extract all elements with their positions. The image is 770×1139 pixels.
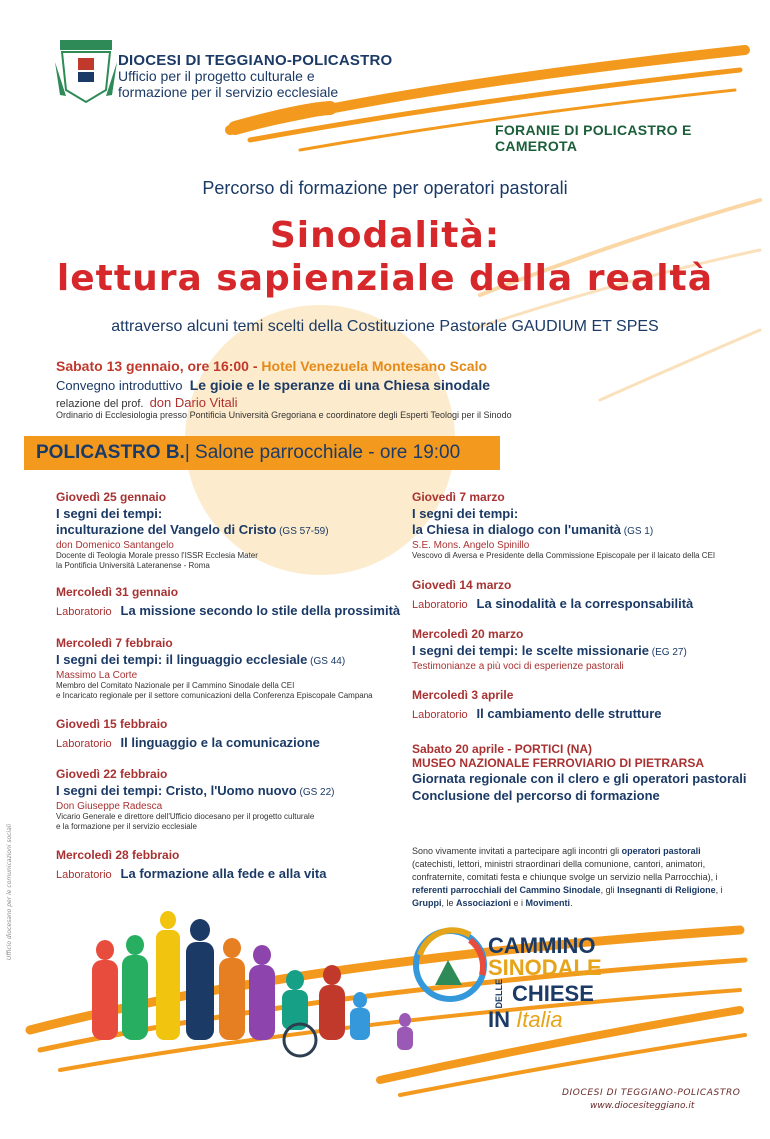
lab-title: La formazione alla fede e alla vita: [120, 866, 327, 881]
logo-cammino: CAMMINO: [488, 933, 596, 958]
gs-reference: (GS 57-59): [276, 526, 329, 537]
invite-text: , gli: [600, 885, 618, 895]
invite-bold: Gruppi: [412, 898, 442, 908]
event-title: I segni dei tempi: Cristo, l'Uomo nuovo: [56, 783, 297, 798]
cammino-sinodale-logo: [488, 935, 602, 1031]
main-title-line-1: Sinodalità:: [269, 215, 501, 256]
schedule-item: [412, 627, 687, 672]
invite-bold: Movimenti: [525, 898, 571, 908]
footer-diocese: DIOCESI DI TEGGIANO-POLICASTRO: [562, 1088, 741, 1098]
lab-title: Il linguaggio e la comunicazione: [120, 735, 320, 750]
main-subtitle: attraverso alcuni temi scelti della Costituzione Pastorale GAUDIUM ET SPES: [111, 318, 659, 335]
location-banner: [24, 436, 500, 470]
schedule-item: [56, 767, 335, 832]
event-date: Giovedì 22 febbraio: [56, 767, 168, 781]
event-title-2: inculturazione del Vangelo di Cristo: [56, 522, 277, 537]
event-date: Giovedì 15 febbraio: [56, 717, 168, 731]
event-date: Giovedì 25 gennaio: [56, 490, 167, 504]
banner-details: | Salone parrocchiale - ore 19:00: [184, 442, 461, 463]
event-speaker: Don Giuseppe Radesca: [56, 801, 163, 812]
logo-sinodale: SINODALE: [488, 955, 602, 980]
office-line-1: Ufficio per il progetto culturale e: [118, 68, 315, 84]
lab-label: Laboratorio: [56, 869, 112, 881]
event-title-2: la Chiesa in dialogo con l'umanità: [412, 522, 621, 537]
invite-text: (catechisti, lettori, ministri straordinari della comunione, cantori, animatori, confraternite, comitati festa e chiunque svolge un servizio nella Parrocchia), i: [412, 859, 718, 882]
event-speaker: S.E. Mons. Angelo Spinillo: [412, 540, 530, 551]
logo-chiese: CHIESE: [512, 980, 594, 1006]
invite-text: , i: [715, 885, 723, 895]
schedule-item: [56, 585, 400, 620]
speaker-desc: Vicario Generale e direttore dell'Ufficio diocesano per il progetto culturale: [56, 812, 315, 821]
opening-type: Convegno introduttivo: [56, 378, 183, 393]
event-title: I segni dei tempi: il linguaggio ecclesiale: [56, 652, 308, 667]
lab-title: Il cambiamento delle strutture: [476, 706, 662, 721]
office-name: [118, 68, 348, 100]
gs-reference: (GS 1): [620, 526, 654, 537]
opening-event-date: [56, 358, 487, 374]
speaker-name: don Dario Vitali: [149, 395, 238, 410]
banner-city: POLICASTRO B.: [36, 442, 185, 463]
people-silhouettes-illustration: [92, 911, 413, 1056]
speaker-prefix: relazione del prof.: [56, 398, 144, 410]
event-date: Sabato 20 aprile - PORTICI (NA): [412, 742, 593, 756]
opening-place: Hotel Venezuela Montesano Scalo: [261, 358, 488, 374]
schedule-item: [56, 848, 326, 883]
lab-label: Laboratorio: [56, 606, 112, 618]
gs-reference: (GS 22): [296, 787, 335, 798]
event-title: I segni dei tempi:: [412, 506, 519, 521]
schedule-item: [56, 490, 329, 571]
lab-title: La sinodalità e la corresponsabilità: [476, 596, 694, 611]
event-date: Mercoledì 28 febbraio: [56, 848, 180, 862]
schedule-item: [412, 578, 693, 613]
lab-label: Laboratorio: [412, 599, 468, 611]
event-date: Giovedì 14 marzo: [412, 578, 512, 592]
opening-event-role: Ordinario di Ecclesiologia presso Pontificia Università Gregoriana e coordinatore degli Esperti Teologi per il Sinodo: [56, 410, 512, 420]
schedule-item: [412, 742, 746, 804]
event-date: Mercoledì 20 marzo: [412, 627, 524, 641]
logo-delle: DELLE: [494, 979, 504, 1009]
schedule-item: [56, 717, 320, 752]
speaker-desc-2: e Incaricato regionale per il settore comunicazioni della Conferenza Episcopale Campana: [56, 691, 373, 700]
opening-date: Sabato 13 gennaio, ore 16:00 -: [56, 358, 262, 374]
invite-bold: operatori pastorali: [621, 846, 701, 856]
opening-title: Le gioie e le speranze di una Chiesa sinodale: [189, 377, 491, 393]
invite-text: Sono vivamente invitati a partecipare agli incontri gli: [412, 846, 622, 856]
lab-label: Laboratorio: [56, 738, 112, 750]
vertical-credit: Ufficio diocesano per le comunicazioni sociali: [6, 823, 13, 960]
event-title: I segni dei tempi:: [56, 506, 163, 521]
lab-label: Laboratorio: [412, 709, 468, 721]
event-date: Mercoledì 31 gennaio: [56, 585, 179, 599]
invite-text: .: [570, 898, 573, 908]
event-date: Giovedì 7 marzo: [412, 490, 505, 504]
invite-bold: Insegnanti di Religione: [617, 885, 716, 895]
schedule-item: [412, 688, 661, 723]
forania-label: FORANIE DI POLICASTRO E CAMEROTA: [495, 122, 692, 154]
speaker-desc-2: la Pontificia Università Lateranense - Roma: [56, 561, 210, 570]
invite-text: , le: [441, 898, 457, 908]
speaker-desc: Docente di Teologia Morale presso l'ISSR Ecclesia Mater: [56, 551, 258, 560]
event-title: I segni dei tempi: le scelte missionarie: [412, 643, 649, 658]
event-speaker: don Domenico Santangelo: [56, 540, 174, 551]
logo-in: IN: [488, 1006, 510, 1032]
event-title-2: Conclusione del percorso di formazione: [412, 788, 660, 803]
logo-italia: Italia: [516, 1006, 563, 1032]
event-date: Mercoledì 7 febbraio: [56, 636, 173, 650]
schedule-item: [412, 490, 715, 561]
footer-website-link[interactable]: www.diocesiteggiano.it: [590, 1101, 695, 1111]
program-heading: Percorso di formazione per operatori pastorali: [202, 178, 568, 198]
main-title-line-2: lettura sapienziale della realtà: [56, 258, 714, 299]
invite-bold: Associazioni: [456, 898, 512, 908]
invite-bold: referenti parrocchiali del Cammino Sinodale: [412, 885, 601, 895]
gs-reference: (GS 44): [307, 656, 346, 667]
event-date: Mercoledì 3 aprile: [412, 688, 514, 702]
invitation-text: [412, 845, 742, 910]
event-title: Giornata regionale con il clero e gli operatori pastorali: [412, 771, 747, 786]
invite-text: e i: [511, 898, 526, 908]
opening-event-speaker: [56, 395, 238, 410]
diocese-coat-of-arms: [55, 40, 117, 102]
speaker-desc-2: e la formazione per il servizio ecclesiale: [56, 822, 197, 831]
schedule-item: [56, 636, 373, 701]
lab-title: La missione secondo lo stile della prossimità: [120, 603, 401, 618]
office-line-2: formazione per il servizio ecclesiale: [118, 84, 339, 100]
diocese-title: DIOCESI DI TEGGIANO-POLICASTRO: [118, 52, 393, 69]
event-speaker: Massimo La Corte: [56, 670, 138, 681]
speaker-desc: Membro del Comitato Nazionale per il Cammino Sinodale della CEI: [56, 681, 295, 690]
event-speaker: Testimonianze a più voci di esperienze pastorali: [412, 661, 624, 672]
opening-event-title: [56, 377, 490, 393]
event-place: MUSEO NAZIONALE FERROVIARIO DI PIETRARSA: [412, 756, 705, 770]
gs-reference: (EG 27): [648, 647, 687, 658]
speaker-desc: Vescovo di Aversa e Presidente della Commissione Episcopale per il laicato della CEI: [412, 551, 716, 560]
